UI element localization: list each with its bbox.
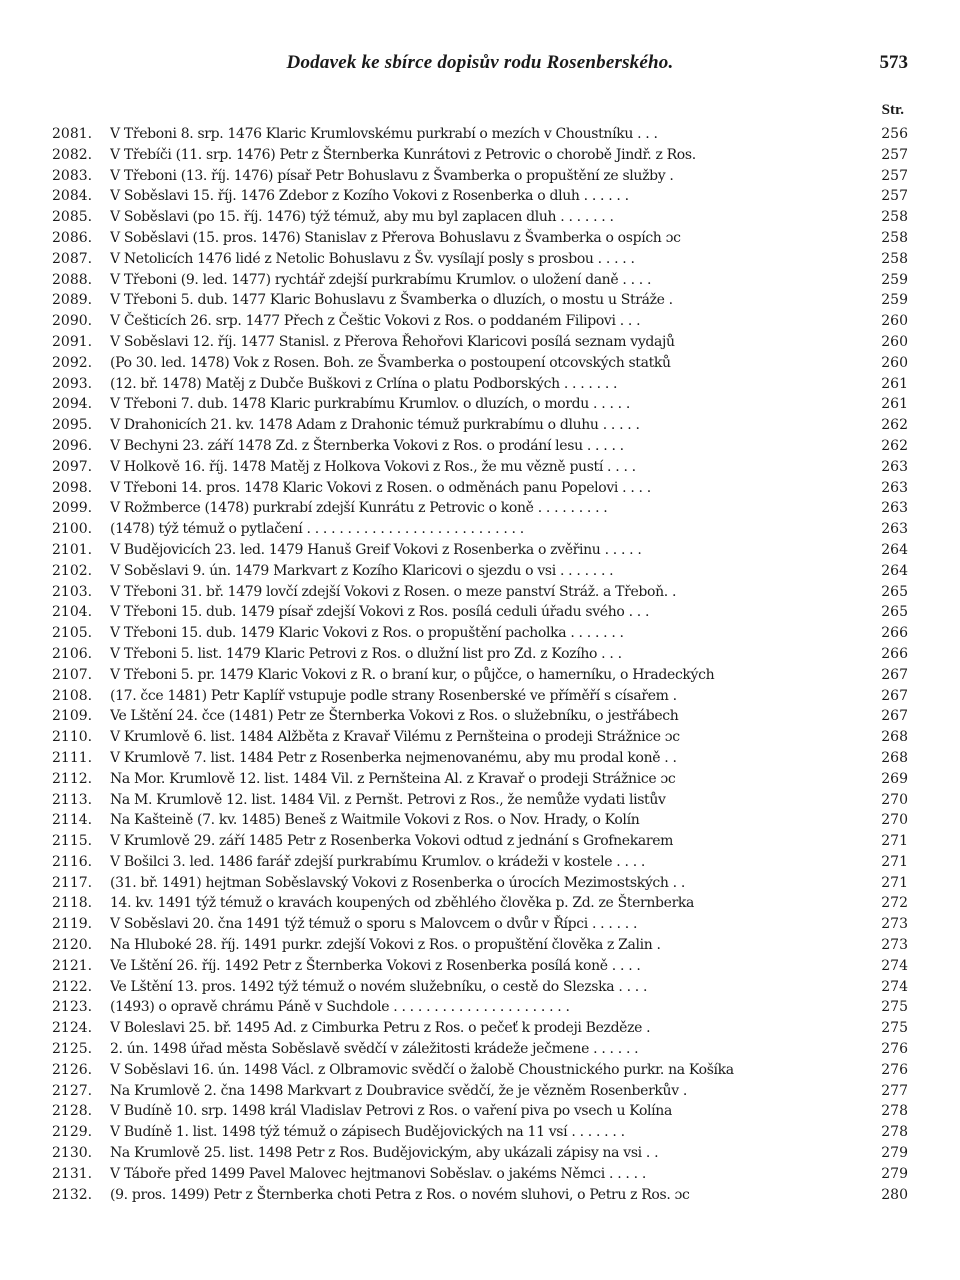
list-item: [52, 1143, 908, 1164]
entry-description: V Třeboni (13. říj. 1476) písař Petr Bohuslavu z Švamberka o propuštění ze služby .: [110, 167, 674, 184]
entry-description: Ve Lštění 26. říj. 1492 Petr z Šternberka Vokovi z Rosenberka posílá koně . . . .: [110, 957, 641, 974]
entry-number: 2086.: [52, 229, 93, 246]
entry-number: 2083.: [52, 167, 93, 184]
list-item: [52, 311, 908, 332]
entry-number: 2091.: [52, 333, 93, 350]
entry-description: V Krumlově 6. list. 1484 Alžběta z Kravař Vilému z Pernšteina o prodeji Strážnice ɔc: [110, 729, 680, 746]
entry-description: V Soběslavi (po 15. říj. 1476) týž témuž, aby mu byl zaplacen dluh . . . . . . .: [110, 209, 614, 226]
entry-page: 263: [881, 521, 908, 538]
entry-description: V Boleslavi 25. bř. 1495 Ad. z Cimburka Petru z Ros. o pečeť k prodeji Bezděze .: [110, 1020, 651, 1037]
entry-number: 2111.: [52, 749, 93, 766]
entry-number: 2081.: [52, 126, 93, 142]
entry-description: V Třeboni 7. dub. 1478 Klaric purkrabímu Krumlov. o dluzích, o mordu . . . . .: [110, 396, 630, 413]
entry-page: 275: [881, 1020, 908, 1037]
entry-page: 277: [881, 1082, 908, 1099]
entry-number: 2124.: [52, 1020, 93, 1037]
list-item: [52, 1081, 908, 1102]
entry-number: 2112.: [52, 770, 93, 787]
entry-number: 2101.: [52, 541, 93, 558]
list-item: [52, 602, 908, 623]
entry-number: 2105.: [52, 625, 93, 642]
list-item: [52, 914, 908, 935]
entry-number: 2118.: [52, 895, 93, 912]
entry-number: 2108.: [52, 687, 93, 704]
entry-page: 276: [881, 1041, 908, 1058]
entry-number: 2116.: [52, 853, 93, 870]
list-item: [52, 644, 908, 665]
entry-number: 2094.: [52, 396, 93, 413]
list-item: [52, 249, 908, 270]
entry-description: V Češticích 26. srp. 1477 Přech z Češtic Vokovi z Ros. o poddaném Filipovi . . .: [110, 313, 641, 330]
entry-description: V Soběslavi 15. říj. 1476 Zdebor z Kozího Vokovi z Rosenberka o dluh . . . . . .: [110, 188, 629, 205]
entry-number: 2127.: [52, 1082, 93, 1099]
entry-number: 2103.: [52, 583, 93, 600]
entry-page: 270: [881, 812, 908, 829]
list-item: [52, 1122, 908, 1143]
entry-page: 259: [881, 292, 908, 309]
list-item: [52, 166, 908, 187]
entry-number: 2095.: [52, 417, 93, 434]
entry-description: V Třeboni 15. dub. 1479 písař zdejší Vokovi z Ros. posílá ceduli úřadu svého . . .: [110, 604, 650, 621]
entry-number: 2107.: [52, 666, 93, 683]
list-item: [52, 810, 908, 831]
list-item: [52, 831, 908, 852]
entry-page: 257: [881, 188, 908, 205]
entry-number: 2087.: [52, 250, 93, 267]
entry-description: (1493) o opravě chrámu Páně v Suchdole . . . . . . . . . . . . . . . . . . . . . .: [110, 999, 570, 1016]
entry-description: V Třeboni 31. bř. 1479 lovčí zdejší Vokovi z Rosen. o meze panství Stráž. a Třeboň. .: [110, 583, 677, 600]
entry-page: 261: [881, 396, 908, 413]
list-item: [52, 228, 908, 249]
list-item: [52, 394, 908, 415]
entry-page: 267: [881, 666, 908, 683]
entry-number: 2098.: [52, 479, 93, 496]
entry-description: V Bechyni 23. září 1478 Zd. z Šternberka Vokovi z Ros. o prodání lesu . . . . .: [110, 437, 624, 454]
entry-page: 260: [881, 354, 908, 371]
entry-number: 2089.: [52, 292, 93, 309]
entry-description: Na Krumlově 2. čna 1498 Markvart z Doubravice svědčí, že je vězněm Rosenberkův .: [110, 1082, 687, 1099]
entry-description: V Krumlově 7. list. 1484 Petr z Rosenberka nejmenovanému, aby mu prodal koně . .: [110, 749, 677, 766]
entry-page: 271: [881, 874, 908, 891]
entry-number: 2100.: [52, 521, 93, 538]
entry-page: 265: [881, 604, 908, 621]
entry-page: 279: [881, 1145, 908, 1162]
list-item: [52, 353, 908, 374]
entry-description: V Táboře před 1499 Pavel Malovec hejtmanovi Soběslav. o jakéms Němci . . . . .: [110, 1165, 646, 1182]
entry-page: 278: [881, 1103, 908, 1120]
entry-page: 268: [881, 729, 908, 746]
list-item: [52, 478, 908, 499]
entry-page: 278: [881, 1124, 908, 1141]
entry-description: Na Hluboké 28. říj. 1491 purkr. zdejší Vokovi z Ros. o propuštění člověka z Zalin .: [110, 937, 661, 954]
entry-description: (Po 30. led. 1478) Vok z Rosen. Boh. ze Švamberka o postoupení otcovských statků: [110, 354, 671, 371]
entry-page: 269: [881, 770, 908, 787]
entry-description: V Třeboni 5. list. 1479 Klaric Petrovi z Ros. o dlužní list pro Zd. z Kozího . . .: [110, 645, 622, 662]
list-item: [52, 415, 908, 436]
entry-page: 261: [881, 375, 908, 392]
entry-number: 2114.: [52, 812, 93, 829]
list-item: [52, 561, 908, 582]
list-item: [52, 706, 908, 727]
entry-page: 270: [881, 791, 908, 808]
entry-description: (1478) týž témuž o pytlačení . . . . . . . . . . . . . . . . . . . . . . . . . . .: [110, 521, 524, 538]
entry-page: 265: [881, 583, 908, 600]
entry-description: Na Krumlově 25. list. 1498 Petr z Ros. Budějovickým, aby ukázali zápisy na vsi . .: [110, 1145, 659, 1162]
list-item: [52, 519, 908, 540]
entry-page: 257: [881, 146, 908, 163]
list-item: [52, 1039, 908, 1060]
entry-page: 266: [881, 645, 908, 662]
entry-page: 266: [881, 625, 908, 642]
entry-page: 271: [881, 833, 908, 850]
entry-number: 2093.: [52, 375, 93, 392]
list-item: [52, 374, 908, 395]
entry-number: 2119.: [52, 916, 93, 933]
column-header-page: Str.: [881, 102, 904, 118]
entry-number: 2132.: [52, 1186, 93, 1203]
list-item: [52, 873, 908, 894]
entry-description: Ve Lštění 24. čce (1481) Petr ze Šternberka Vokovi z Ros. o služebníku, o jestřábech: [110, 708, 679, 725]
entry-number: 2102.: [52, 562, 93, 579]
entry-page: 267: [881, 687, 908, 704]
list-item: [52, 186, 908, 207]
list-item: [52, 1185, 908, 1206]
entry-description: V Soběslavi 16. ún. 1498 Václ. z Olbramovic svědčí o žalobě Choustnického purkr. na Košíka: [110, 1061, 734, 1078]
list-item: [52, 436, 908, 457]
entry-list: [52, 124, 908, 1205]
entry-number: 2090.: [52, 313, 93, 330]
entry-page: 258: [881, 209, 908, 226]
entry-description: V Budějovicích 23. led. 1479 Hanuš Greif Vokovi z Rosenberka o zvěřinu . . . . .: [110, 541, 642, 558]
entry-number: 2113.: [52, 791, 93, 808]
entry-number: 2088.: [52, 271, 93, 288]
entry-page: 267: [881, 708, 908, 725]
list-item: [52, 1101, 908, 1122]
entry-description: V Drahonicích 21. kv. 1478 Adam z Drahonic témuž purkrabímu o dluhu . . . . .: [110, 417, 640, 434]
entry-page: 274: [881, 957, 908, 974]
list-item: [52, 498, 908, 519]
entry-number: 2097.: [52, 458, 93, 475]
entry-description: 2. ún. 1498 úřad města Soběslavě svědčí v záležitosti krádeže ječmene . . . . . .: [110, 1041, 639, 1058]
entry-page: 263: [881, 479, 908, 496]
list-item: [52, 727, 908, 748]
entry-number: 2106.: [52, 645, 93, 662]
entry-number: 2109.: [52, 708, 93, 725]
entry-page: 273: [881, 916, 908, 933]
entry-description: V Třeboni (9. led. 1477) rychtář zdejší purkrabímu Krumlov. o uložení daně . . . .: [110, 271, 652, 288]
entry-page: 256: [881, 126, 908, 142]
entry-number: 2120.: [52, 937, 93, 954]
entry-description: (31. bř. 1491) hejtman Soběslavský Vokovi z Rosenberka o úrocích Mezimostských . .: [110, 874, 685, 891]
entry-description: V Budíně 1. list. 1498 týž témuž o zápisech Budějovických na 11 vsí . . . . . . .: [110, 1124, 625, 1141]
entry-page: 271: [881, 853, 908, 870]
entry-page: 274: [881, 978, 908, 995]
entry-page: 257: [881, 167, 908, 184]
entry-description: V Netolicích 1476 lidé z Netolic Bohuslavu z Šv. vysílají posly s prosbou . . . . .: [110, 250, 635, 267]
entry-page: 258: [881, 229, 908, 246]
list-item: [52, 997, 908, 1018]
entry-page: 276: [881, 1061, 908, 1078]
entry-page: 260: [881, 313, 908, 330]
list-item: [52, 270, 908, 291]
entry-page: 280: [881, 1186, 908, 1203]
list-item: [52, 290, 908, 311]
entry-description: Na Mor. Krumlově 12. list. 1484 Vil. z Pernšteina Al. z Kravař o prodeji Strážnice ɔc: [110, 770, 676, 787]
entry-description: V Holkově 16. říj. 1478 Matěj z Holkova Vokovi z Ros., že mu vězně pustí . . . .: [110, 458, 636, 475]
running-title: Dodavek ke sbírce dopisův rodu Rosenberského.: [286, 52, 674, 73]
list-item: [52, 145, 908, 166]
entry-number: 2129.: [52, 1124, 93, 1141]
list-item: [52, 623, 908, 644]
entry-description: V Soběslavi (15. pros. 1476) Stanislav z Přerova Bohuslavu z Švamberka o ospích ɔc: [110, 229, 681, 246]
entry-number: 2122.: [52, 978, 93, 995]
entry-page: 279: [881, 1165, 908, 1182]
entry-number: 2096.: [52, 437, 93, 454]
entry-number: 2082.: [52, 146, 93, 163]
entry-description: Ve Lštění 13. pros. 1492 týž témuž o novém služebníku, o cestě do Slezska . . . .: [110, 978, 648, 995]
list-item: [52, 956, 908, 977]
entry-page: 273: [881, 937, 908, 954]
page-header: [0, 52, 960, 80]
list-item: [52, 1060, 908, 1081]
entry-description: (12. bř. 1478) Matěj z Dubče Buškovi z Crlína o platu Podborských . . . . . . .: [110, 375, 618, 392]
entry-number: 2131.: [52, 1165, 93, 1182]
entry-page: 263: [881, 458, 908, 475]
entry-page: 268: [881, 749, 908, 766]
entry-page: 263: [881, 500, 908, 517]
entry-number: 2110.: [52, 729, 93, 746]
list-item: [52, 977, 908, 998]
entry-description: 14. kv. 1491 týž témuž o kravách koupených od zběhlého člověka p. Zd. ze Šternberka: [110, 895, 695, 912]
entry-description: V Bošilci 3. led. 1486 farář zdejší purkrabímu Krumlov. o krádeži v kostele . . . .: [110, 853, 645, 870]
list-item: [52, 790, 908, 811]
entry-number: 2085.: [52, 209, 93, 226]
list-item: [52, 769, 908, 790]
entry-number: 2104.: [52, 604, 93, 621]
list-item: [52, 935, 908, 956]
list-item: [52, 852, 908, 873]
entry-number: 2099.: [52, 500, 93, 517]
entry-number: 2115.: [52, 833, 93, 850]
entry-description: (17. čce 1481) Petr Kaplíř vstupuje podle strany Rosenberské ve příměří s císařem .: [110, 687, 677, 704]
list-item: [52, 457, 908, 478]
entry-description: (9. pros. 1499) Petr z Šternberka choti Petra z Ros. o novém sluhovi, o Petru z Ros. ɔc: [110, 1186, 690, 1203]
entry-number: 2128.: [52, 1103, 93, 1120]
entry-number: 2084.: [52, 188, 93, 205]
entry-description: V Třeboni 5. pr. 1479 Klaric Vokovi z R. o braní kur, o půjčce, o hamerníku, o Hradeckých: [110, 666, 715, 683]
list-item: [52, 540, 908, 561]
list-item: [52, 124, 908, 145]
entry-description: V Rožmberce (1478) purkrabí zdejší Kunrátu z Petrovic o koně . . . . . . . . .: [110, 500, 608, 517]
entry-number: 2117.: [52, 874, 93, 891]
list-item: [52, 893, 908, 914]
list-item: [52, 665, 908, 686]
entry-description: V Budíně 10. srp. 1498 král Vladislav Petrovi z Ros. o vaření piva po vsech u Kolína: [110, 1103, 672, 1120]
entry-page: 275: [881, 999, 908, 1016]
entry-page: 264: [881, 541, 908, 558]
entry-description: V Třeboni 15. dub. 1479 Klaric Vokovi z Ros. o propuštění pacholka . . . . . . .: [110, 625, 624, 642]
entry-description: V Třeboni 14. pros. 1478 Klaric Vokovi z Rosen. o odměnách panu Popelovi . . . .: [110, 479, 651, 496]
entry-page: 262: [881, 437, 908, 454]
entry-number: 2121.: [52, 957, 93, 974]
entry-page: 272: [881, 895, 908, 912]
list-item: [52, 1018, 908, 1039]
entry-number: 2126.: [52, 1061, 93, 1078]
list-item: [52, 207, 908, 228]
list-item: [52, 332, 908, 353]
entry-description: V Soběslavi 12. říj. 1477 Stanisl. z Přerova Řehořovi Klaricovi posílá seznam vydajů: [110, 333, 675, 350]
list-item: [52, 686, 908, 707]
entry-page: 258: [881, 250, 908, 267]
entry-page: 259: [881, 271, 908, 288]
list-item: [52, 1164, 908, 1185]
entry-description: Na M. Krumlově 12. list. 1484 Vil. z Pernšt. Petrovi z Ros., že nemůže vydati listův: [110, 791, 666, 808]
entry-description: V Krumlově 29. září 1485 Petr z Rosenberka Vokovi odtud z jednání s Grofnekarem: [110, 833, 674, 850]
entry-page: 262: [881, 417, 908, 434]
entry-number: 2123.: [52, 999, 93, 1016]
entry-description: Na Kašteině (7. kv. 1485) Beneš z Waitmile Vokovi z Ros. o Nov. Hrady, o Kolín: [110, 812, 640, 829]
entry-description: V Třeboni 8. srp. 1476 Klaric Krumlovskému purkrabí o mezích v Choustníku . . .: [110, 126, 658, 142]
page-number: 573: [879, 52, 908, 73]
entry-description: V Soběslavi 20. čna 1491 týž témuž o sporu s Malovcem o dvůr v Řípci . . . . . .: [110, 916, 638, 933]
entry-page: 260: [881, 333, 908, 350]
entry-number: 2130.: [52, 1145, 93, 1162]
entry-description: V Soběslavi 9. ún. 1479 Markvart z Kozího Klaricovi o sjezdu o vsi . . . . . . .: [110, 562, 614, 579]
list-item: [52, 748, 908, 769]
entry-page: 264: [881, 562, 908, 579]
entry-number: 2092.: [52, 354, 93, 371]
list-item: [52, 582, 908, 603]
entry-number: 2125.: [52, 1041, 93, 1058]
entry-description: V Třeboni 5. dub. 1477 Klaric Bohuslavu z Švamberka o dluzích, o mostu u Stráže .: [110, 292, 673, 309]
entry-description: V Třebíči (11. srp. 1476) Petr z Šternberka Kunrátovi z Petrovic o chorobě Jindř. z Ros.: [110, 146, 696, 163]
